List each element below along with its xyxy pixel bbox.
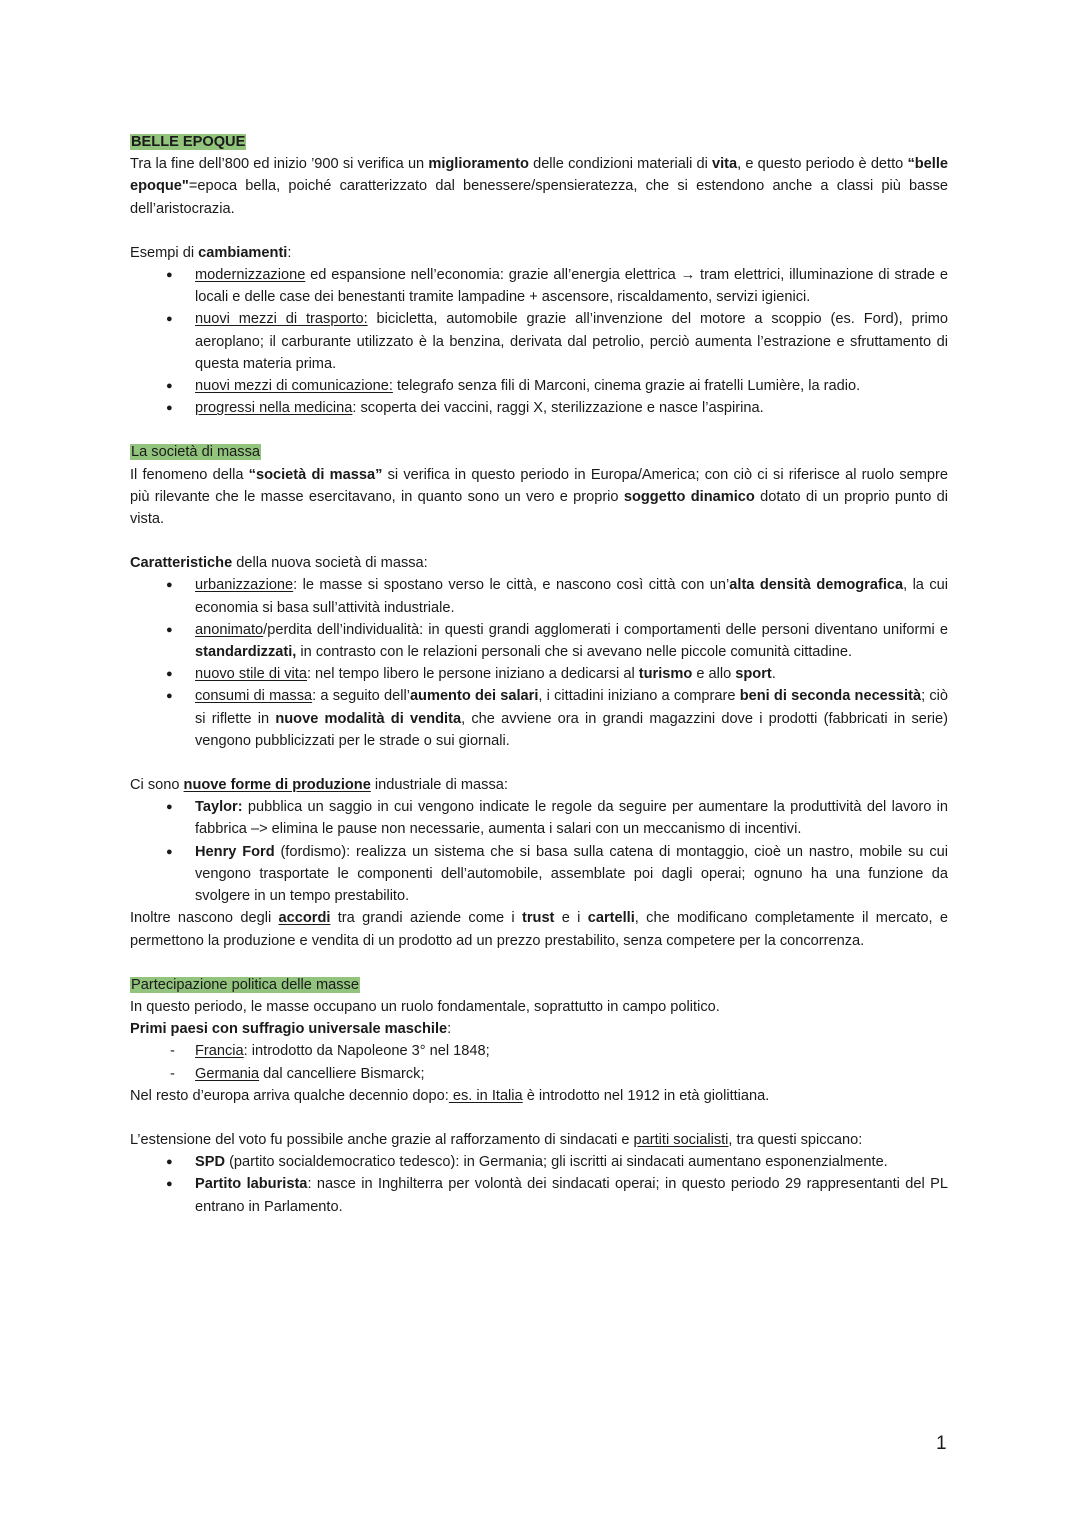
document-page bbox=[130, 131, 948, 1218]
page-number: 1 bbox=[936, 1433, 947, 1454]
paragraph-accordi: Inoltre nascono degli accordi tra grandi aziende come i trust e i cartelli, che modificano completamente il mercato, e permettono la produzione e vendita di un prodotto ad un prezzo prestabilito, senza competere per la concorrenza. bbox=[130, 910, 948, 949]
production-intro: Ci sono nuove forme di produzione industriale di massa: bbox=[130, 777, 508, 794]
list-item: ● progressi nella medicina: scoperta dei vaccini, raggi X, sterilizzazione e nasce l’aspirina. bbox=[130, 397, 948, 419]
list-item: ● modernizzazione ed espansione nell’economia: grazie all’energia elettrica → tram elettrici, illuminazione di strade e locali e delle case dei benestanti tramite lampadine + ascensore, riscaldamento, servizi igienici. bbox=[130, 264, 948, 308]
list-item: ● anonimato/perdita dell’individualità: in questi grandi agglomerati i comportamenti delle personi diventano uniformi e standardizzati, in contrasto con le relazioni personali che si avevano nelle piccole comunità cittadine. bbox=[130, 619, 948, 663]
characteristics-intro: Caratteristiche della nuova società di massa: bbox=[130, 555, 428, 572]
production-list bbox=[130, 796, 948, 907]
list-item: ● consumi di massa: a seguito dell’aumento dei salari, i cittadini iniziano a comprare beni di seconda necessità; ciò si riflette in nuove modalità di vendita, che avviene ora in grandi magazzini dove i prodotti (fabbricati in serie) vengono pubblicizzati per le strade o sui giornali. bbox=[130, 685, 948, 752]
section-title-partecipazione-politica: Partecipazione politica delle masse bbox=[131, 976, 359, 993]
list-item: - Germania dal cancelliere Bismarck; bbox=[130, 1063, 948, 1085]
section-title-societa-di-massa: La società di massa bbox=[131, 444, 260, 461]
list-item: ● Partito laburista: nasce in Inghilterra per volontà dei sindacati operai; in questo periodo 29 rappresentanti del PL entrano in Parlamento. bbox=[130, 1173, 948, 1217]
examples-intro: Esempi di cambiamenti: bbox=[130, 244, 292, 261]
paragraph-estensione-voto: L’estensione del voto fu possibile anche grazie al rafforzamento di sindacati e partiti socialisti, tra questi spiccano: bbox=[130, 1131, 863, 1148]
paragraph-belle-epoque: Tra la fine dell’800 ed inizio ’900 si verifica un miglioramento delle condizioni materiali di vita, e questo periodo è detto “belle epoque"=epoca bella, poiché caratterizzato dal benessere/spensieratezza, che si estendono anche a classi più basse dell’aristocrazia. bbox=[130, 156, 949, 217]
list-item: ● Taylor: pubblica un saggio in cui vengono indicate le regole da seguire per aumentare la produttività del lavoro in fabbrica –> elimina le pause non necessarie, aumenta i salari con un meccanismo di incentivi. bbox=[130, 796, 948, 840]
list-item: ● nuovi mezzi di trasporto: bicicletta, automobile grazie all’invenzione del motore a scoppio (es. Ford), primo aeroplano; il carburante utilizzato è la benzina, derivata dal petrolio, perciò aumenta l’estrazione e sfruttamento di questa materia prima. bbox=[130, 308, 948, 375]
list-item: ● nuovi mezzi di comunicazione: telegrafo senza fili di Marconi, cinema grazie ai fratelli Lumière, la radio. bbox=[130, 375, 948, 397]
list-item: ● urbanizzazione: le masse si spostano verso le città, e nascono così città con un’alta densità demografica, la cui economia si basa sull’attività industriale. bbox=[130, 574, 948, 618]
paragraph-politica: In questo periodo, le masse occupano un ruolo fondamentale, soprattutto in campo politico. bbox=[130, 998, 720, 1015]
list-item: ● SPD (partito socialdemocratico tedesco): in Germania; gli iscritti ai sindacati aumentano esponenzialmente. bbox=[130, 1151, 948, 1173]
section-title-belle-epoque: BELLE EPOQUE bbox=[131, 134, 246, 150]
suffrage-intro: Primi paesi con suffragio universale maschile: bbox=[130, 1021, 452, 1038]
suffrage-list bbox=[130, 1040, 948, 1084]
list-item: ● Henry Ford (fordismo): realizza un sistema che si basa sulla catena di montaggio, cioè un nastro, mobile su cui vengono trasportate le componenti dell’automobile, assemblate poi dagli operai; ognuno ha una funzione da svolgere in un tempo prestabilito. bbox=[130, 841, 948, 908]
paragraph-europa: Nel resto d’europa arriva qualche decennio dopo: es. in Italia è introdotto nel 1912 in età giolittiana. bbox=[130, 1087, 770, 1104]
parties-list bbox=[130, 1151, 948, 1218]
paragraph-societa-di-massa: Il fenomeno della “società di massa” si verifica in questo periodo in Europa/America; con ciò ci si riferisce al ruolo sempre più rilevante che le masse esercitavano, in quanto sono un vero e proprio soggetto dinamico dotato di un proprio punto di vista. bbox=[130, 466, 948, 528]
changes-list bbox=[130, 264, 948, 419]
characteristics-list bbox=[130, 574, 948, 752]
list-item: - Francia: introdotto da Napoleone 3° nel 1848; bbox=[130, 1040, 948, 1062]
list-item: ● nuovo stile di vita: nel tempo libero le persone iniziano a dedicarsi al turismo e allo sport. bbox=[130, 663, 948, 685]
